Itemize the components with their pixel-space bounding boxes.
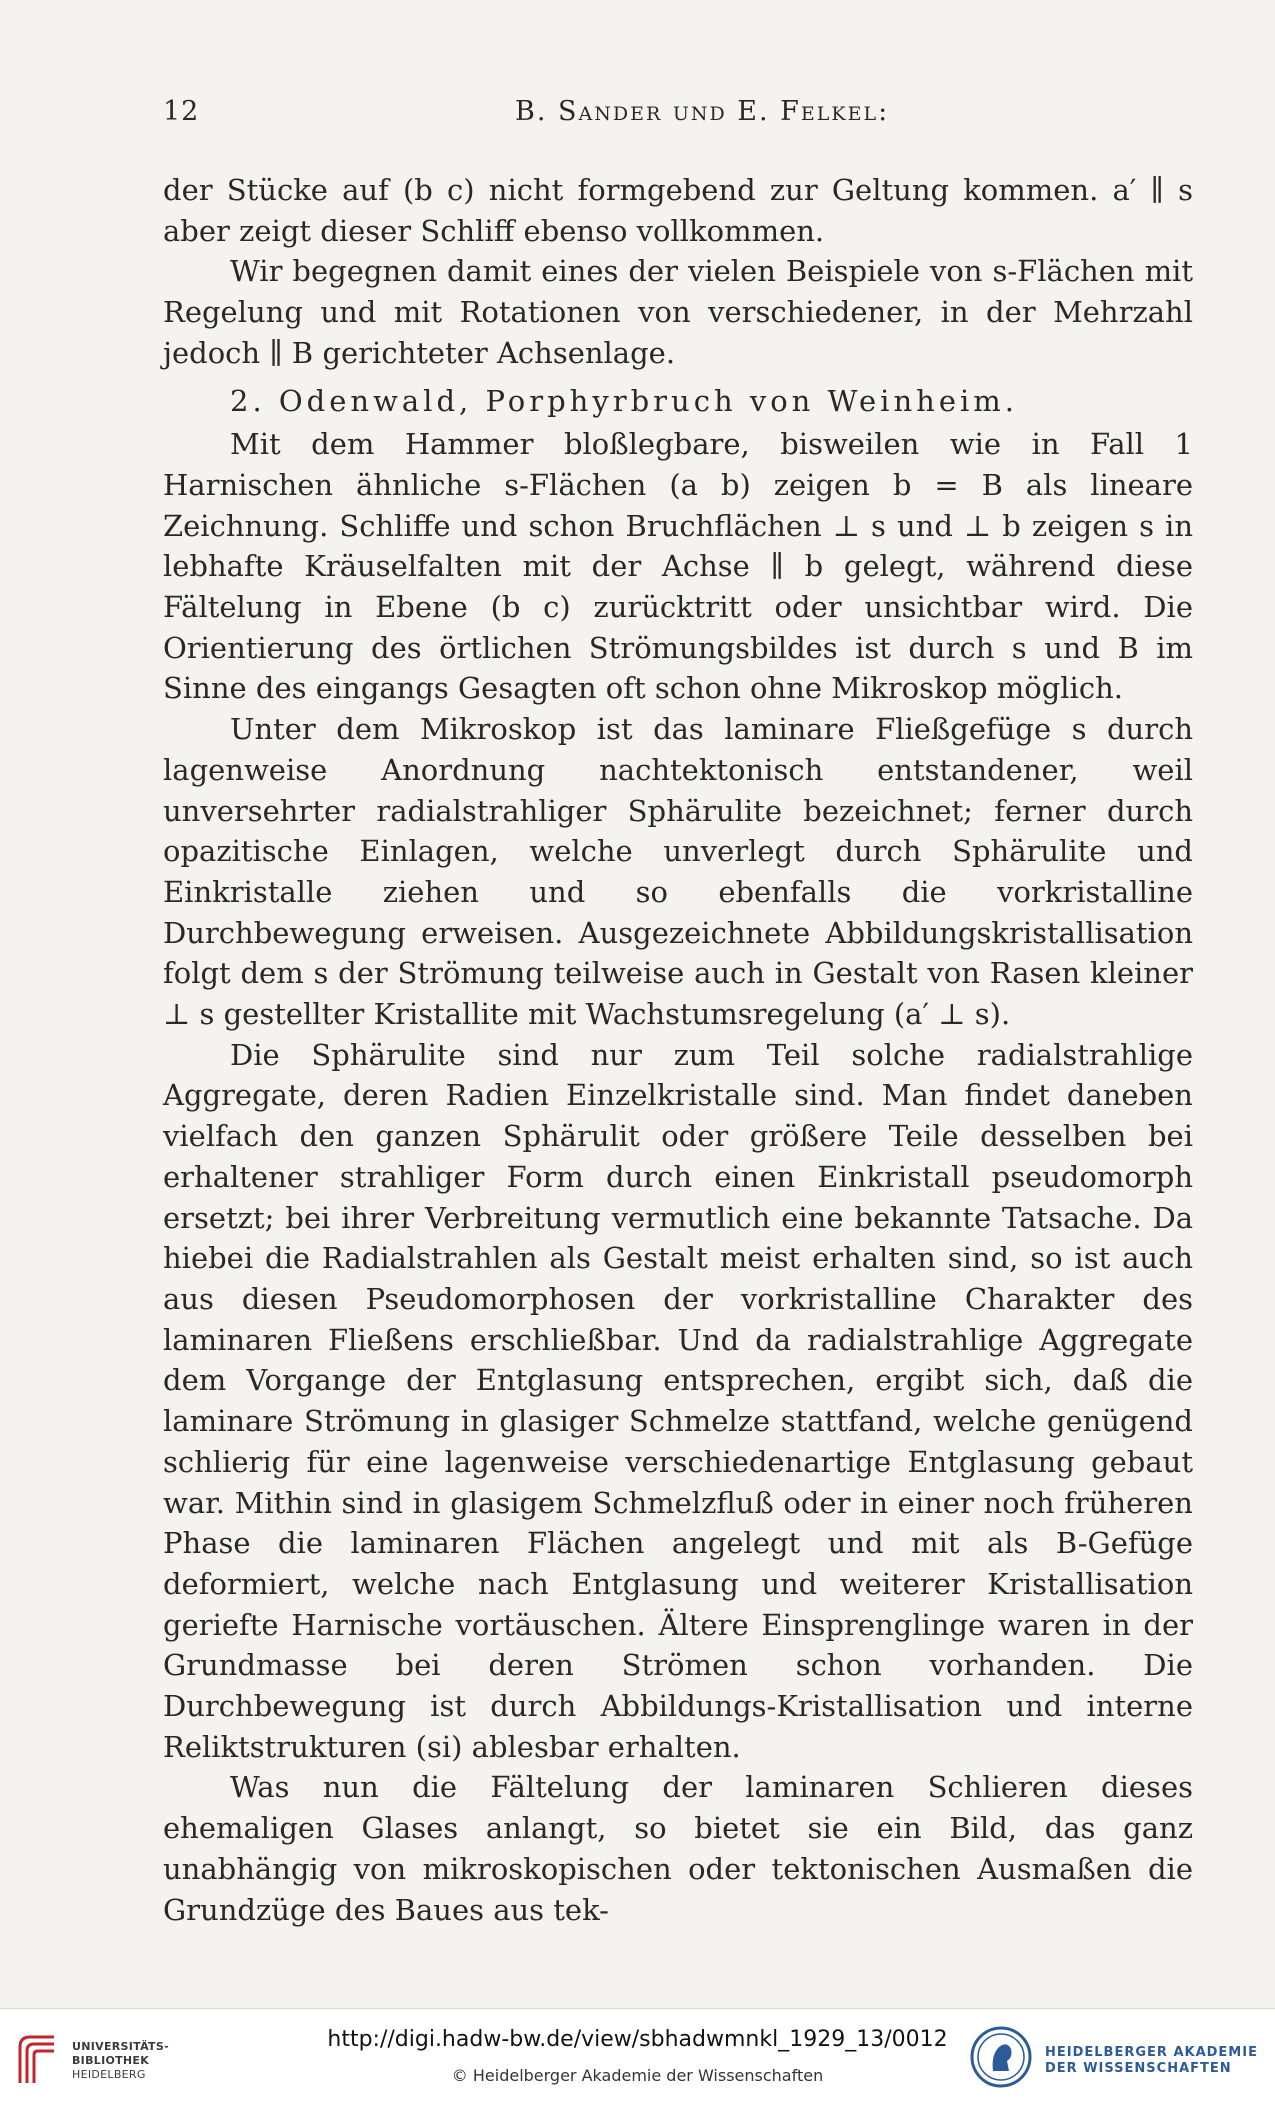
body-text — [163, 170, 1193, 1930]
logo-text-line: DER WISSENSCHAFTEN — [1045, 2061, 1232, 2076]
running-title: B. Sander und E. Felkel: — [515, 96, 890, 127]
page-header — [163, 96, 1193, 136]
academy-seal-icon — [969, 2025, 1033, 2089]
copyright-notice: © Heidelberger Akademie der Wissenschaften — [451, 2066, 824, 2085]
section-heading: 2. Odenwald, Porphyrbruch von Weinheim. — [230, 383, 1018, 418]
logo-text-line: UNIVERSITÄTS- — [72, 2040, 169, 2053]
source-url-link[interactable]: http://digi.hadw-bw.de/view/sbhadwmnkl_1929_13/0012 — [327, 2027, 948, 2052]
logo-text-line: BIBLIOTHEK — [72, 2054, 150, 2067]
page-number: 12 — [163, 96, 200, 127]
paragraph: Wir begegnen damit eines der vielen Beispiele von s-Flächen mit Regelung und mit Rotationen von verschiedener, in der Mehrzahl jedoch ∥ B gerichteter Achsenlage. — [163, 254, 1193, 370]
paragraph: Die Sphärulite sind nur zum Teil solche radialstrahlige Aggregate, deren Radien Einzelkristalle sind. Man findet daneben vielfach den ganzen Sphärulit oder größere Teile desselben bei erhaltener strahliger Form durch einen Einkristall pseudomorph ersetzt; bei ihrer Verbreitung vermutlich eine bekannte Tatsache. Da hiebei die Radialstrahlen als Gestalt meist erhalten sind, so ist auch aus diesen Pseudomorphosen der vorkristalline Charakter des laminaren Fließens erschließbar. Und da radialstrahlige Aggregate dem Vorgange der Entglasung entsprechen, ergibt sich, daß die laminare Strömung in glasiger Schmelze stattfand, welche genügend schlierig für eine lagenweise verschiedenartige Entglasung gebaut war. Mithin sind in glasigem Schmelzfluß oder in einer noch früheren Phase die laminaren Flächen angelegt und mit als B-Gefüge deformiert, welche nach Entglasung und weiterer Kristallisation geriefte Harnische vortäuschen. Ältere Einsprenglinge waren in der Grundmasse bei deren Strömen schon vorhanden. Die Durchbewegung ist durch Abbildungs-Kristallisation und interne Reliktstrukturen (si) ablesbar erhalten. — [163, 1037, 1193, 1764]
viewer-footer — [0, 2008, 1275, 2103]
logo-text-line: HEIDELBERG — [72, 2068, 146, 2081]
logo-text-line: HEIDELBERGER AKADEMIE — [1045, 2045, 1258, 2060]
paragraph: Was nun die Fältelung der laminaren Schlieren dieses ehemaligen Glases anlangt, so bietet sie ein Bild, das ganz unabhängig von mikroskopischen oder tektonischen Ausmaßen die Grundzüge des Baues aus tek- — [163, 1770, 1193, 1927]
paragraph: Mit dem Hammer bloßlegbare, bisweilen wie in Fall 1 Harnischen ähnliche s-Flächen (a b) zeigen b = B als lineare Zeichnung. Schliffe und schon Bruchflächen ⊥ s und ⊥ b zeigen s in lebhafte Kräuselfalten mit der Achse ∥ b gelegt, während diese Fältelung in Ebene (b c) zurücktritt oder unsichtbar wird. Die Orientierung des örtlichen Strömungsbildes ist durch s und B im Sinne des eingangs Gesagten oft schon ohne Mikroskop möglich. — [163, 427, 1193, 706]
academy-logo — [969, 2025, 1259, 2089]
paragraph: der Stücke auf (b c) nicht formgebend zur Geltung kommen. a′ ∥ s aber zeigt dieser Schliff ebenso vollkommen. — [163, 173, 1193, 248]
paragraph: Unter dem Mikroskop ist das laminare Fließgefüge s durch lagenweise Anordnung nachtektonisch entstandener, weil unversehrter radialstrahliger Sphärulite bezeichnet; ferner durch opazitische Einlagen, welche unverlegt durch Sphärulite und Einkristalle ziehen und so ebenfalls die vorkristalline Durchbewegung erweisen. Ausgezeichnete Abbildungskristallisation folgt dem s der Strömung teilweise auch in Gestalt von Rasen kleiner ⊥ s gestellter Kristallite mit Wachstumsregelung (a′ ⊥ s). — [163, 712, 1193, 1032]
